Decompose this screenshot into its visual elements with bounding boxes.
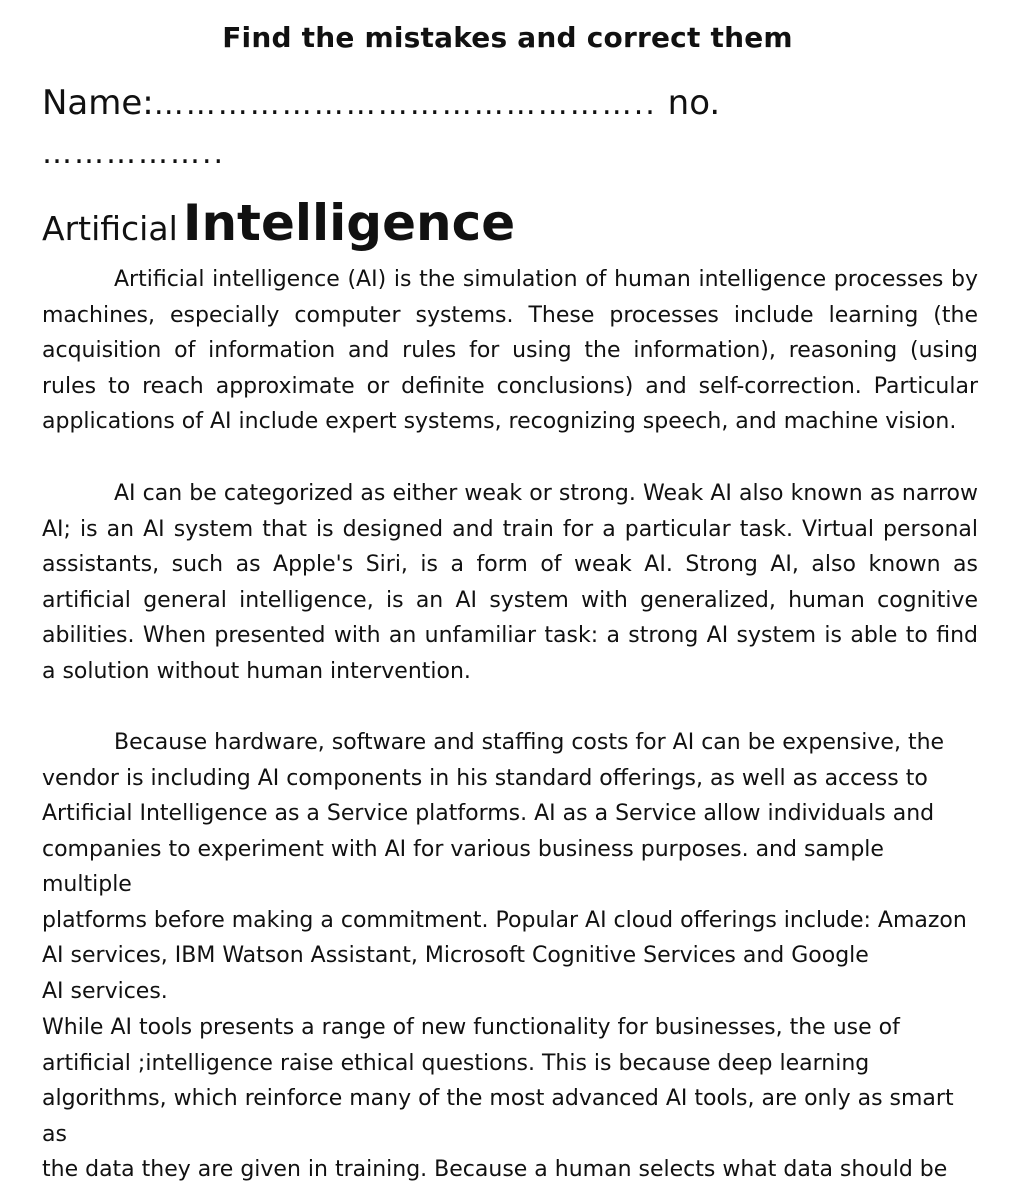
name-label: Name: bbox=[42, 83, 154, 123]
paragraph-line: companies to experiment with AI for various business purposes. and sample multiple bbox=[42, 836, 884, 897]
number-label: no. bbox=[667, 83, 721, 123]
document-title bbox=[42, 188, 515, 270]
paragraph-weak-strong-ai: AI can be categorized as either weak or strong. Weak AI also known as narrow AI; is an AI system that is designed and train for a particular task. Virtual personal assistants, such as Apple's Siri, is a form of weak AI. Strong AI, also known as artificial general intelligence, is an AI system with generalized, human cognitive abilities. When presented with an unfamiliar task: a strong AI system is able to find a solution without human intervention. bbox=[42, 481, 978, 684]
paragraph-ai-as-a-service bbox=[42, 725, 978, 1009]
paragraph-line: artificial ;intelligence raise ethical questions. This is because deep learning bbox=[42, 1050, 870, 1076]
number-blank: …………….. bbox=[42, 136, 226, 171]
paragraph-line: the data they are given in training. Because a human selects what data should be bbox=[42, 1157, 948, 1182]
paragraph-ethics bbox=[42, 1010, 978, 1188]
paragraph-line: Because hardware, software and staffing costs for AI can be expensive, the bbox=[114, 730, 945, 755]
paragraph-line: AI services. bbox=[42, 978, 168, 1004]
worksheet-heading: Find the mistakes and correct them bbox=[222, 21, 793, 54]
title-word-artificial: Artificial bbox=[42, 209, 178, 248]
paragraph-line: AI services, IBM Watson Assistant, Microsoft Cognitive Services and Google bbox=[42, 943, 869, 968]
paragraph-line: Artificial Intelligence as a Service platforms. AI as a Service allow individuals and bbox=[42, 801, 935, 826]
paragraph-line: algorithms, which reinforce many of the most advanced AI tools, are only as smart as bbox=[42, 1086, 954, 1147]
title-word-intelligence: Intelligence bbox=[182, 194, 516, 252]
paragraph-line: vendor is including AI components in his standard offerings, as well as access to bbox=[42, 765, 928, 791]
paragraph-line: While AI tools presents a range of new functionality for businesses, the use of bbox=[42, 1015, 900, 1040]
name-line bbox=[42, 80, 720, 128]
paragraph-line: platforms before making a commitment. Popular AI cloud offerings include: Amazon bbox=[42, 907, 967, 933]
name-blank: ……………………………………….. bbox=[153, 87, 657, 122]
paragraph-ai-definition: Artificial intelligence (AI) is the simulation of human intelligence processes by machines, especially computer systems. These processes include learning (the acquisition of information and rules for using the information), reasoning (using rules to reach approximate or definite conclusions) and self-correction. Particular applications of AI include expert systems, recognizing speech, and machine vision. bbox=[42, 267, 978, 434]
